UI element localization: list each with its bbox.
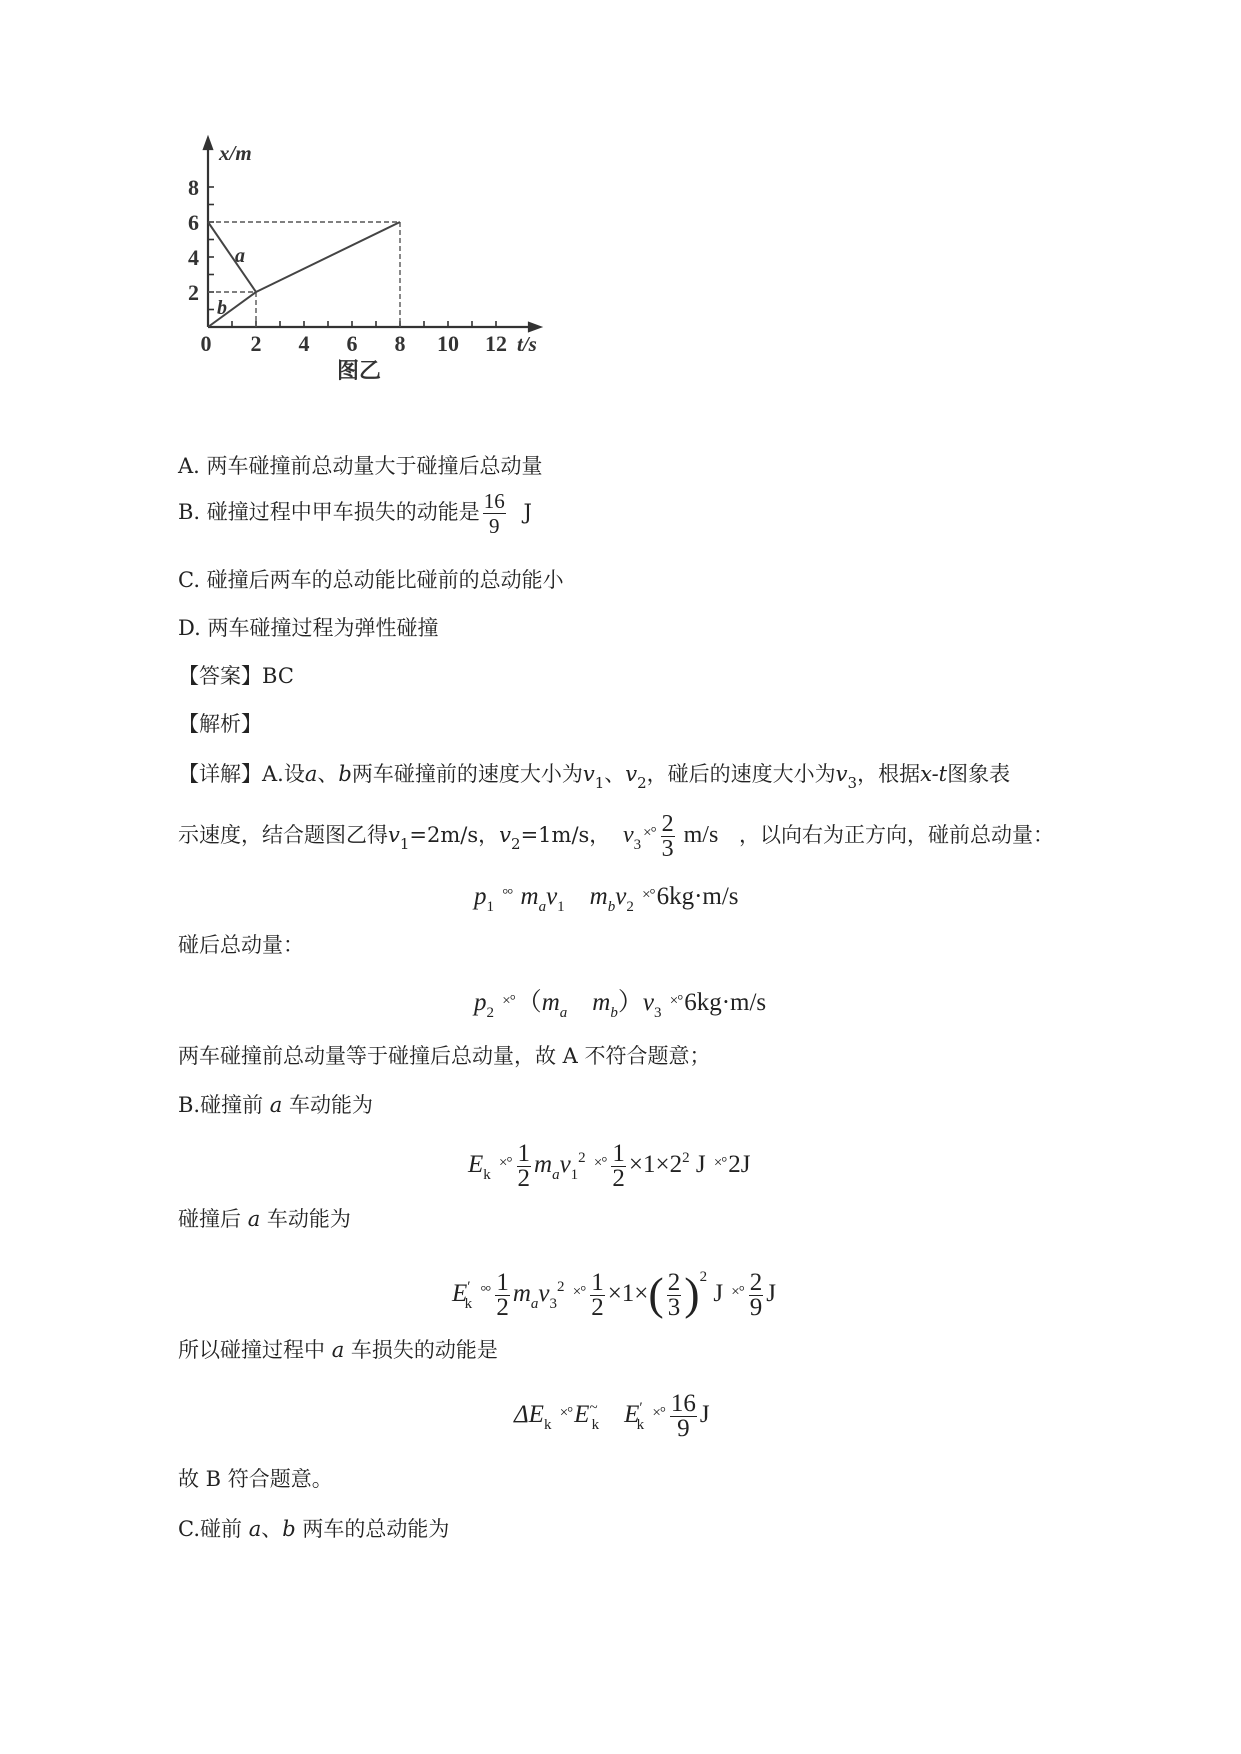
equation-p1 xyxy=(474,880,739,922)
sub: k xyxy=(464,1296,473,1312)
sup: 2 xyxy=(578,1150,586,1167)
sub: a xyxy=(552,1167,560,1184)
eq-mark: ×° xyxy=(502,993,515,1009)
frac xyxy=(495,1268,510,1321)
eq-mark: °° xyxy=(480,1284,491,1300)
option-b-text: B. 碰撞过程中甲车损失的动能是 xyxy=(178,500,480,524)
y-axis-arrow xyxy=(204,138,212,149)
sub: 3 xyxy=(633,837,642,853)
sub: k xyxy=(591,1417,600,1434)
option-b-fraction xyxy=(483,489,506,538)
t: 两车的总动能为 xyxy=(302,1517,450,1541)
var-b: b xyxy=(282,1517,296,1541)
t: 图象表 xyxy=(947,762,1011,786)
unit: m/s xyxy=(683,822,719,848)
paren: ） xyxy=(617,989,643,1016)
t: ，根据 xyxy=(857,762,921,786)
option-c: C. 碰撞后两车的总动能比碰前的总动能小 xyxy=(178,568,564,592)
var-a: a xyxy=(247,1207,261,1231)
v3-fraction xyxy=(661,812,675,861)
frac xyxy=(517,1142,532,1191)
b-before-line xyxy=(178,1091,373,1119)
x-axis-label: t/s xyxy=(517,332,537,356)
t: 所以碰撞过程中 xyxy=(178,1338,325,1362)
sup: 2 xyxy=(556,1279,565,1295)
den: 2 xyxy=(517,1165,530,1192)
sub: 2 xyxy=(626,899,634,915)
den: 3 xyxy=(661,835,674,862)
t: 碰撞后 xyxy=(178,1207,241,1231)
num: 16 xyxy=(670,1390,696,1417)
option-b-den: 9 xyxy=(489,514,500,538)
sup: ′ xyxy=(639,1400,643,1417)
sub: 2 xyxy=(486,1005,494,1021)
var: p xyxy=(474,989,487,1016)
var-xt: x-t xyxy=(920,762,948,786)
loss-line xyxy=(178,1336,498,1364)
var: E xyxy=(624,1401,640,1429)
num: 2 xyxy=(667,1268,681,1296)
frac xyxy=(590,1268,605,1321)
t: C.碰前 xyxy=(178,1517,242,1541)
var-v: v xyxy=(625,762,638,786)
sub: 2 xyxy=(511,835,521,853)
var: p xyxy=(474,883,487,910)
var: v xyxy=(615,883,627,910)
sub: 3 xyxy=(653,1005,662,1021)
var-v: v xyxy=(388,823,400,847)
sup: 2 xyxy=(682,1150,690,1167)
sub: 2 xyxy=(637,774,647,792)
num: 1 xyxy=(591,1268,604,1296)
t: 【详解】A.设 xyxy=(178,762,305,786)
num: 1 xyxy=(496,1268,509,1296)
sub: a xyxy=(538,899,547,915)
sub: 1 xyxy=(486,899,494,915)
t: 两车碰撞前的速度大小为 xyxy=(351,762,583,786)
frac xyxy=(670,1392,697,1441)
var: m xyxy=(589,883,608,910)
frac xyxy=(611,1142,626,1191)
x-tick-label: 2 xyxy=(250,331,262,356)
den: 9 xyxy=(749,1293,763,1321)
unit: J xyxy=(713,1280,724,1307)
eq-mark: ×° xyxy=(642,887,655,903)
var: m xyxy=(512,1280,531,1307)
equation-ek xyxy=(468,1142,751,1191)
sup: ~ xyxy=(589,1400,598,1417)
eq-mark: ×° xyxy=(559,1405,573,1422)
after-total-label: 碰后总动量： xyxy=(178,933,304,957)
equation-delta-ek xyxy=(514,1392,710,1441)
option-b xyxy=(178,489,532,538)
sub: 3 xyxy=(549,1296,557,1312)
sub: 1 xyxy=(594,774,605,792)
sub: k xyxy=(636,1417,645,1434)
x-tick-label: 0 xyxy=(200,331,212,356)
result: 6kg·m/s xyxy=(656,883,739,910)
y-tick-label: 2 xyxy=(188,280,199,305)
x-tick-label: 6 xyxy=(346,331,358,356)
var-b: b xyxy=(338,762,352,786)
guide-6 xyxy=(208,222,400,327)
option-b-unit: J xyxy=(523,500,532,524)
paren-right: ) xyxy=(684,1268,700,1319)
line-b-label: b xyxy=(217,297,227,319)
num: 1 xyxy=(612,1140,625,1167)
eq-mark: ×° xyxy=(499,1155,512,1172)
series-line-a xyxy=(208,222,256,292)
t: 示速度，结合题图乙得 xyxy=(178,823,388,847)
t: 车动能为 xyxy=(289,1093,374,1117)
den: 2 xyxy=(591,1293,604,1321)
eq-mark: ×° xyxy=(731,1284,744,1300)
den: 2 xyxy=(496,1293,509,1321)
sup: ′ xyxy=(467,1279,471,1295)
frac xyxy=(749,1268,764,1321)
var: E xyxy=(574,1401,590,1429)
var: v xyxy=(642,989,654,1016)
var: m xyxy=(541,989,560,1016)
t: 车动能为 xyxy=(266,1207,351,1231)
den: 9 xyxy=(677,1415,690,1442)
var: ΔE xyxy=(514,1401,544,1429)
figure-caption: 图乙 xyxy=(337,359,382,384)
t: 车损失的动能是 xyxy=(350,1338,498,1362)
option-b-num: 16 xyxy=(483,489,505,513)
eq-mark: ×° xyxy=(643,825,656,841)
var-a: a xyxy=(304,762,318,786)
eq-mark: ×° xyxy=(713,1155,727,1172)
sub: 1 xyxy=(399,835,410,853)
x-tick-label: 10 xyxy=(437,331,459,356)
t: 、 xyxy=(261,1517,283,1541)
paren-left: ( xyxy=(648,1268,664,1319)
t: =2m/s， xyxy=(409,823,500,847)
equation-ek-prime xyxy=(452,1262,776,1320)
den: 3 xyxy=(667,1293,681,1321)
sub: b xyxy=(607,899,616,915)
var-a: a xyxy=(269,1093,283,1117)
var: v xyxy=(559,1151,571,1179)
sub: 3 xyxy=(847,774,858,792)
var: m xyxy=(520,883,539,910)
x-tick-label: 4 xyxy=(298,331,310,356)
t: ，碰后的速度大小为 xyxy=(646,762,836,786)
x-tick-label: 8 xyxy=(394,331,406,356)
series-line-after-2 xyxy=(256,222,400,292)
t: 、 xyxy=(317,762,339,786)
conclusion-b: 故 B 符合题意。 xyxy=(178,1467,333,1491)
frac xyxy=(667,1268,682,1321)
sub: 1 xyxy=(557,899,565,915)
y-tick-label: 4 xyxy=(188,245,199,270)
mid: ×1× xyxy=(607,1280,649,1307)
t: ，以向右为正方向，碰前总动量： xyxy=(739,823,1054,847)
line-a-label: a xyxy=(235,245,245,267)
sub: a xyxy=(530,1296,539,1312)
y-tick-label: 8 xyxy=(188,175,199,200)
t: 、 xyxy=(604,762,626,786)
b-after-line xyxy=(178,1205,351,1233)
var: E xyxy=(468,1151,484,1179)
var: m xyxy=(592,989,611,1016)
var-v: v xyxy=(623,822,634,848)
sub: a xyxy=(559,1005,568,1021)
num: 2 xyxy=(661,810,674,837)
sup: 2 xyxy=(699,1269,708,1285)
unit: J xyxy=(699,1401,710,1429)
sub: k xyxy=(543,1417,552,1434)
den: 2 xyxy=(612,1165,625,1192)
sub: k xyxy=(483,1167,491,1184)
num: 1 xyxy=(517,1140,530,1167)
var: v xyxy=(538,1280,550,1307)
xt-graph xyxy=(188,138,555,388)
var-v: v xyxy=(582,762,595,786)
equation-p2 xyxy=(474,986,766,1028)
var: v xyxy=(546,883,558,910)
conclusion-a: 两车碰撞前总动量等于碰撞后总动量，故 A 不符合题意； xyxy=(178,1044,711,1068)
result: 6kg·m/s xyxy=(684,989,767,1016)
x-axis-arrow xyxy=(529,323,540,331)
sub: b xyxy=(610,1005,618,1021)
paren: （ xyxy=(516,989,542,1016)
mid: ×1×2 xyxy=(628,1151,683,1179)
unit: J xyxy=(695,1151,706,1179)
t: B.碰撞前 xyxy=(178,1093,264,1117)
detail-line-1 xyxy=(178,760,1010,797)
var: m xyxy=(534,1151,553,1179)
num: 2 xyxy=(749,1268,763,1296)
sub: 1 xyxy=(570,1167,579,1184)
eq-mark: ×° xyxy=(669,993,683,1009)
option-a: A. 两车碰撞前总动量大于碰撞后总动量 xyxy=(178,454,543,478)
y-tick-label: 6 xyxy=(188,210,199,235)
option-d: D. 两车碰撞过程为弹性碰撞 xyxy=(178,616,439,640)
var-v: v xyxy=(835,762,848,786)
var-a: a xyxy=(248,1517,262,1541)
answer-label: 【答案】BC xyxy=(178,664,294,688)
c-line xyxy=(178,1515,449,1543)
var-v: v xyxy=(499,823,512,847)
detail-line-2 xyxy=(178,805,1054,873)
analysis-label: 【解析】 xyxy=(178,712,262,736)
unit: J xyxy=(766,1280,776,1307)
t: =1m/s， xyxy=(520,823,611,847)
y-axis-label: x/m xyxy=(219,141,252,165)
eq-mark: ×° xyxy=(652,1405,665,1422)
eq-mark: °° xyxy=(502,887,513,903)
var: E xyxy=(452,1280,468,1307)
eq-mark: ×° xyxy=(572,1284,586,1300)
result: 2J xyxy=(728,1151,751,1179)
var-a: a xyxy=(331,1338,345,1362)
eq-mark: ×° xyxy=(593,1155,607,1172)
x-tick-label: 12 xyxy=(485,331,507,356)
